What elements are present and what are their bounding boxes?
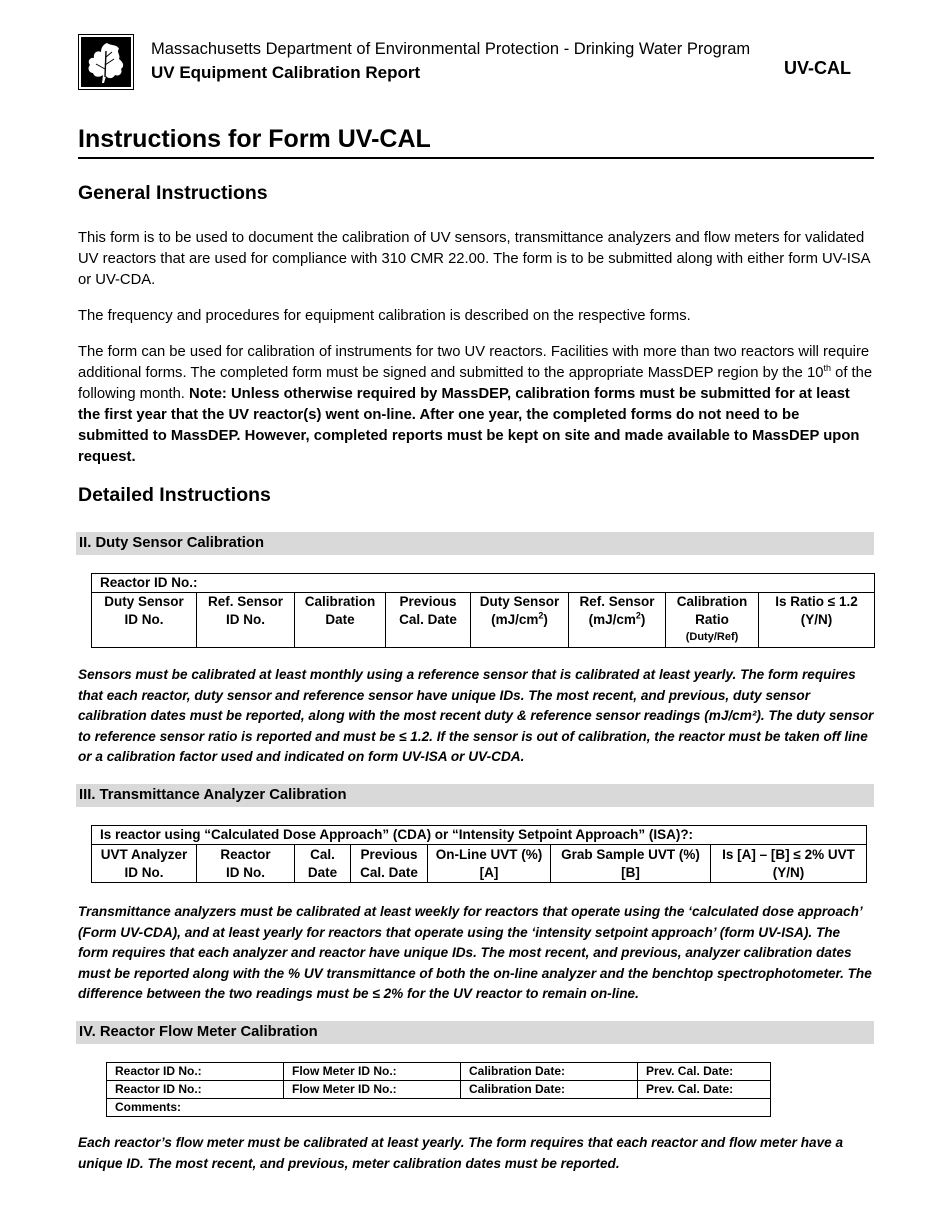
form-id: UV-CAL [784, 58, 851, 78]
prev-cal-date-cell: Prev. Cal. Date: [638, 1081, 771, 1099]
col-uvt-analyzer-id: UVT Analyzer ID No. [92, 845, 197, 883]
section-iv-note: Each reactor’s flow meter must be calibrated at least yearly. The form requires that each reactor and flow meter have a unique ID. The most recent, and previous, meter calibration dates must be reported. [78, 1135, 844, 1171]
calibration-date-cell: Calibration Date: [461, 1063, 638, 1081]
reactor-id-cell: Reactor ID No.: [107, 1081, 284, 1099]
title-divider [78, 157, 874, 159]
p3-note: Note: Unless otherwise required by MassDEP, calibration forms must be submitted for at least the first year that the UV reactor(s) went on-line. After one year, the completed forms do not need to be submitted to MassDEP. However, completed reports must be kept on site and made available to MassDEP upon request. [78, 386, 860, 465]
col-previous-cal-date: Previous Cal. Date [351, 845, 428, 883]
col-calibration-ratio: Calibration Ratio (Duty/Ref) [666, 593, 759, 648]
col-online-uvt: On-Line UVT (%) [A] [428, 845, 551, 883]
col-duty-sensor-reading: Duty Sensor $(mJ/cm^2)$ [471, 593, 569, 648]
section-iii-note: Transmittance analyzers must be calibrated at least weekly for reactors that operate using the ‘calculated dose approach’ (Form UV-CDA), and at least yearly for reactors that operate using the ‘intensity setpoint approach’ (form UV-ISA). The form requires that each analyzer and reactor have unique IDs. The most recent, and previous, analyzer calibration dates must be reported along with the % UV transmittance of both the on-line analyzer and the benchtop spectrophotometer. The difference between the two readings must be ≤ 2% for the UV reactor to remain on-line. [78, 904, 872, 1001]
col-uvt-difference-check: Is [A] – [B] ≤ 2% UVT (Y/N) [711, 845, 867, 883]
table-row [107, 1081, 771, 1099]
massdep-logo [78, 34, 134, 90]
flow-meter-id-cell: Flow Meter ID No.: [284, 1063, 461, 1081]
general-paragraph-2: The frequency and procedures for equipment calibration is described on the respective forms. [78, 308, 691, 324]
comments-cell: Comments: [107, 1099, 771, 1117]
duty-sensor-table [91, 573, 875, 648]
section-ii-note: Sensors must be calibrated at least monthly using a reference sensor that is calibrated at least yearly. The form requires that each reactor, duty sensor and reference sensor have unique IDs. The most recent, and previous, duty sensor calibration dates must be reported, along with the most recent duty & reference sensor readings (mJ/cm²). The duty sensor to reference sensor ratio is reported and must be ≤ 1.2. If the sensor is out of calibration, the reactor must be taken off line or a calibration factor used and indicated on form UV-ISA or UV-CDA. [78, 667, 874, 764]
detailed-heading: Detailed Instructions [78, 484, 271, 506]
col-ratio-check: Is Ratio ≤ 1.2 (Y/N) [759, 593, 875, 648]
reactor-id-cell: Reactor ID No.: [92, 574, 875, 593]
p3-text-a: The form can be used for calibration of instruments for two UV reactors. Facilities with more than two reactors will require additional forms. The completed form must be signed and submitted to the appropriate MassDEP region by the 10 [78, 344, 870, 381]
section-iii-bar: III. Transmittance Analyzer Calibration [76, 784, 874, 807]
p3-text-b: of the following month. [78, 365, 873, 402]
prev-cal-date-cell: Prev. Cal. Date: [638, 1063, 771, 1081]
calibration-date-cell: Calibration Date: [461, 1081, 638, 1099]
approach-question-cell: Is reactor using “Calculated Dose Approach” (CDA) or “Intensity Setpoint Approach” (ISA)?: [92, 826, 867, 845]
transmittance-table [91, 825, 867, 883]
general-paragraph-3 [78, 342, 874, 468]
p3-superscript: th [823, 363, 831, 374]
general-paragraph-1: This form is to be used to document the calibration of UV sensors, transmittance analyzers and flow meters for validated UV reactors that are used for compliance with 310 CMR 22.00. The form is to be submitted along with either form UV-ISA or UV-CDA. [78, 230, 870, 288]
col-ref-sensor-reading: Ref. Sensor $(mJ/cm^2)$ [569, 593, 666, 648]
table-row [107, 1063, 771, 1081]
col-duty-sensor-id: Duty Sensor ID No. [92, 593, 197, 648]
table-row [107, 1099, 771, 1117]
flow-meter-id-cell: Flow Meter ID No.: [284, 1081, 461, 1099]
agency-name: Massachusetts Department of Environmental Protection - Drinking Water Program [151, 40, 751, 58]
col-cal-date: Cal. Date [295, 845, 351, 883]
col-previous-cal-date: Previous Cal. Date [386, 593, 471, 648]
section-ii-bar: II. Duty Sensor Calibration [76, 532, 874, 555]
col-calibration-date: Calibration Date [295, 593, 386, 648]
general-heading: General Instructions [78, 182, 268, 204]
oak-leaf-icon [81, 37, 131, 87]
page-title: Instructions for Form UV-CAL [78, 125, 431, 153]
col-reactor-id: Reactor ID No. [197, 845, 295, 883]
col-ref-sensor-id: Ref. Sensor ID No. [197, 593, 295, 648]
report-title: UV Equipment Calibration Report [151, 63, 421, 82]
flow-meter-table [106, 1062, 771, 1117]
section-iv-bar: IV. Reactor Flow Meter Calibration [76, 1021, 874, 1044]
col-grab-sample-uvt: Grab Sample UVT (%) [B] [551, 845, 711, 883]
reactor-id-cell: Reactor ID No.: [107, 1063, 284, 1081]
